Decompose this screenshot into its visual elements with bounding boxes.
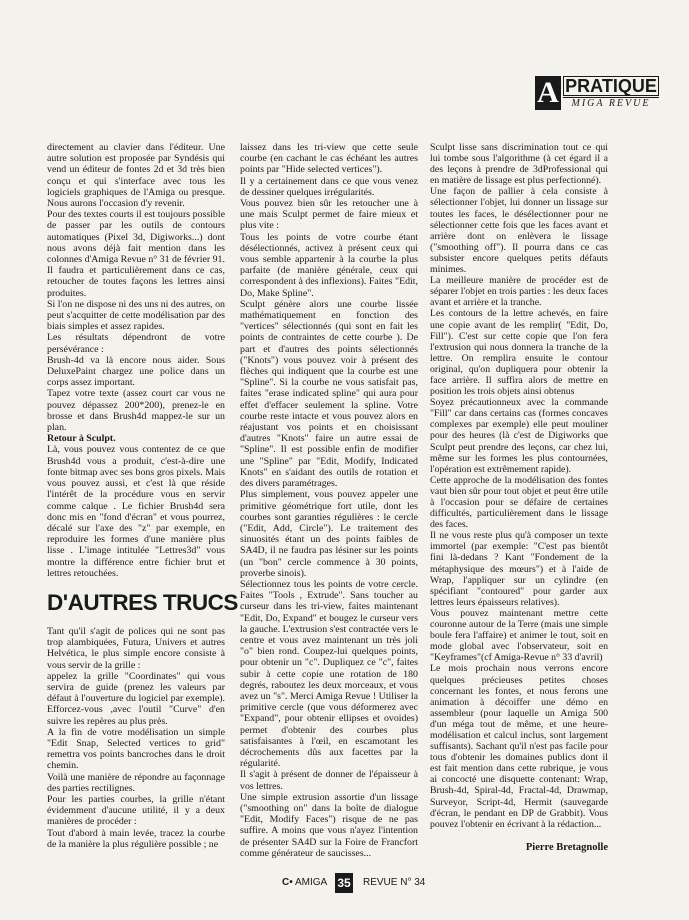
paragraph: Tous les points de votre courbe étant désélectionnés, activez à présent ceux qui vous semble appartenir à la courbe la plus parfaite (de manière générale, ceux qui correspondent à des inflexions). Faites "Edit, Do, Make Spline". <box>240 231 418 299</box>
paragraph: Si l'on ne dispose ni des uns ni des autres, on peut s'acquitter de cette modélisation par des biais simples et assez rapides. <box>47 298 225 333</box>
section-heading: D'AUTRES TRUCS <box>47 589 238 615</box>
paragraph: Pour des textes courts il est toujours possible de passer par les outils de contours automatiques (Pixel 3d, Digiworks...) dont nous avons déjà fait mention dans les colonnes d'Amiga Revue n° 31 de février 91. <box>47 209 225 266</box>
paragraph: La meilleure manière de procéder est de séparer l'objet en trois parties : les deux faces avant et arrière et la tranche. <box>430 275 608 309</box>
paragraph: Il y a certainement dans ce que vous venez de dessiner quelques irrégularités. <box>240 175 418 198</box>
issue-number: REVUE N° 34 <box>363 877 426 888</box>
paragraph: Une façon de pallier à cela consiste à sélectionner l'objet, lui donner un lissage sur toutes les faces, le désélectionner pour ne sélectionner cette fois que les faces avant et arrière dont on enlèvera le lissage ("smoothing off"). Il pourra dans ce cas subsister encore quelques petits défauts minimes. <box>430 186 608 276</box>
paragraph: Les contours de la lettre achevés, en faire une copie avant de les remplir( "Edit, Do, Fill"). C'est sur cette copie que l'on fera l'extrusion qui nous donnera la tranche de la lettre. On remplira ensuite le contour original, qu'on dupliquera pour obtenir la face arrière. Il suffira alors de mettre en position les trois objets ainsi obtenus <box>430 308 608 398</box>
paragraph: Soyez précautionneux avec la commande "Fill" car dans certains cas (formes concaves complexes par exemple) elle peut mouliner pour des heures (là c'est de Digiworks que Sculpt peut prendre des leçons, car chez lui, même sur les formes les plus contournées, l'opération est extrêmement rapide). <box>430 397 608 475</box>
paragraph: Cette approche de la modélisation des fontes vaut bien sûr pour tout objet et peut être utile à l'occasion pour se défaire de certaines difficultés, particulièrement dans le lissage des faces. <box>430 474 608 531</box>
paragraph: laissez dans les tri-view que cette seule courbe (en cachant le cas échéant les autres points par "Hide selected vertices"). <box>240 142 418 176</box>
paragraph: Tapez votre texte (assez court car vous ne pouvez dépassez 200*200), prenez-le en brosse et dans Brush4d mappez-le sur un plan. <box>47 388 225 434</box>
amiga-logo-icon: C• <box>282 877 293 888</box>
paragraph: A la fin de votre modélisation un simple "Edit Snap, Selected vertices to grid" remettra vos points bancroches dans le droit chemin. <box>47 726 225 772</box>
page-footer <box>0 873 689 893</box>
footer-brand-text: AMIGA <box>294 877 328 888</box>
paragraph: Il faudra et particulièrement dans ce cas, retoucher de toutes façons les lettres ainsi produites. <box>47 265 225 299</box>
paragraph: Tout d'abord à main levée, tracez la courbe de la manière la plus régulière possible ; ne <box>47 827 225 850</box>
paragraph: Une simple extrusion assortie d'un lissage ("smoothing on" dans la boîte de dialogue "Edit, Modify Faces") risque de ne pas suffire. A moins que vous n'ayez l'intention de présenter SA4D sur la Foire de Francfort comme générateur de saucisses... <box>240 791 418 859</box>
subheading: Retour à Sculpt. <box>47 433 116 445</box>
paragraph: directement au clavier dans l'éditeur. Une autre solution est proposée par Syndésis qui vend un éditeur de fontes 2d et 3d très bien conçu et qui s'interface avec tous les logiciels graphiques de l'Amiga ou presque. Nous aurons l'occasion d'y revenir. <box>47 142 225 210</box>
column-1 <box>47 142 238 850</box>
paragraph: Vous pouvez maintenant mettre cette couronne autour de la Terre (mais une simple boule fera l'affaire) et animer le tout, soit en mode global avec l'observateur, soit en "Keyframes"(cf Amiga-Revue n° 33 d'avril) <box>430 607 608 664</box>
footer-brand <box>282 877 327 888</box>
paragraph: Vous pouvez bien sûr les retoucher une à une mais Sculpt permet de faire mieux et plus vite : <box>240 198 418 232</box>
paragraph: Sculpt génère alors une courbe lissée mathématiquement en fonction des "vertices" sélectionnés (qui sont en fait les points de contraintes de cette courbe ). De part et d'autres des points sélectionnés ("Knots") vous pouvez voir à présent des flèches qui indiquent que la courbe est une "Spline". Si la courbe ne vous satisfait pas, faites "erase indicated spline" qui aura pour effet d'effacer seulement la spline. Votre courbe reste intacte et vous pouvez alors en réajustant vos points et en choisissant d'autres "Knots" faire un autre essai de "Spline". Il est possible enfin de modifier une "Spline" par "Edit, Modify, Indicated Knots" en s'aidant des outils de rotation et des divers paramétrages. <box>240 298 418 490</box>
paragraph: Voilà une manière de répondre au façonnage des parties rectilignes. <box>47 771 225 794</box>
paragraph: Sculpt lisse sans discrimination tout ce qui lui tombe sous l'algorithme (à cet égard il a des leçons à prendre de 3dProfessional qui en matière de lissage est plus perfectionné). <box>430 142 608 187</box>
paragraph: Il ne vous reste plus qu'à composer un texte immortel (par exemple: "C'est pas bientôt fini là-dedans ? Kant "Fondement de la métaphysique des mœurs") et à l'aide de Wrap, l'appliquer sur un cylindre (en spécifiant "contoured" pour garder aux lettres leurs épaisseurs relatives). <box>430 530 608 608</box>
paragraph: appelez la grille "Coordinates" qui vous servira de guide (prenez les valeurs par défaut à l'ouverture du logiciel par exemple). Efforcez-vous ,avec l'outil "Curve" d'en suivre les repères au plus près. <box>47 670 225 727</box>
paragraph: Sélectionnez tous les points de votre cercle. Faites "Tools , Extrude". Sans toucher au curseur dans les tri-view, faites maintenant "Edit, Do, Expand" et bougez le curseur vers la gauche. L'extrusion s'est contractée vers le centre et vous avez maintenant un très joli "o" bien rond. Coupez-lui quelques points, pour obtenir un "c". Dupliquez ce "c", faites subir à cette copie une rotation de 180 degrés, raboutez les deux morceaux, et vous avez un "s". Merci Amiga Revue ! Utiliser la primitive cercle (que vous déformerez avec "Expand", pour obtenir ellipses et ovoides) permet d'obtenir des courbes plus satisfaisantes à l'œil, en escamotant les décrochements dûs aux facettes par la régularité. <box>240 578 418 770</box>
column-2 <box>240 142 418 859</box>
logo-letter: A <box>535 76 561 110</box>
paragraph: Brush-4d va là encore nous aider. Sous DeluxePaint chargez une police dans un corps assez important. <box>47 354 225 389</box>
paragraph: Là, vous pouvez vous contentez de ce que Brush4d vous a produit, c'est-à-dire une fonte bitmap avec ses bons gros pixels. Mais vous pouvez aussi, et c'est là que réside l'intérêt de la procédure vous en servir comme calque . Le fichier Brush4d sera donc mis en "fond d'écran" et vous pourrez, décalé sur l'axe des "z" par exemple, en reproduire les formes d'une manière plus lisse . L'image intitulée "Lettres3d" vous montre la différence entre fichier brut et lettres retouchées. <box>47 444 225 579</box>
page-number: 35 <box>335 873 353 893</box>
amiga-revue-pratique-logo <box>535 76 659 110</box>
logo-pratique: PRATIQUE <box>563 76 659 96</box>
paragraph: Tant qu'il s'agit de polices qui ne sont pas trop alambiquées, Futura, Univers et autres Helvética, le plus simple encore consiste à vous servir de la grille : <box>47 625 225 671</box>
paragraph: Pour les parties courbes, la grille n'étant évidemment d'aucune utilité, il y a deux manières de procéder : <box>47 793 225 828</box>
paragraph: Les résultats dépendront de votre persévérance : <box>47 332 225 355</box>
author-signature: Pierre Bretagnolle <box>525 841 608 853</box>
logo-amiga-revue: MIGA REVUE <box>563 97 659 110</box>
paragraph: Le mois prochain nous verrons encore quelques précieuses petites choses concernant les fontes, et nous ferons une animation à décoiffer une démo en assembleur (pour laquelle un Amiga 500 d'un méga tout de même, et une heure-modélisation et calcul inclus, sont largement suffisants). Sachant qu'il n'est pas facile pour tous d'obtenir les domaines publics dont il est fait mention dans cette rubrique, je vous ai concocté une disquette contenant: Wrap, Brush-4d, Spiral-4d, Fractal-4d, Drawmap, Surveyor, Script-4d, Hermit (sauvegarde d'écran, le pendant en DP de Grabbit). Vous pouvez l'obtenir en écrivant à la rédaction... <box>430 663 608 830</box>
paragraph: Plus simplement, vous pouvez appeler une primitive géométrique fort utile, dont les courbes sont garanties régulières : le cercle ("Edit, Add, Circle"). Le traitement des sinuosités étant un des points faibles de SA4D, il ne faudra pas lésiner sur les points (un "bon" cercle commence à 30 points, proverbe sinois). <box>240 489 418 579</box>
column-3 <box>430 142 608 853</box>
paragraph: Il s'agit à présent de donner de l'épaisseur à vos lettres. <box>240 769 418 792</box>
